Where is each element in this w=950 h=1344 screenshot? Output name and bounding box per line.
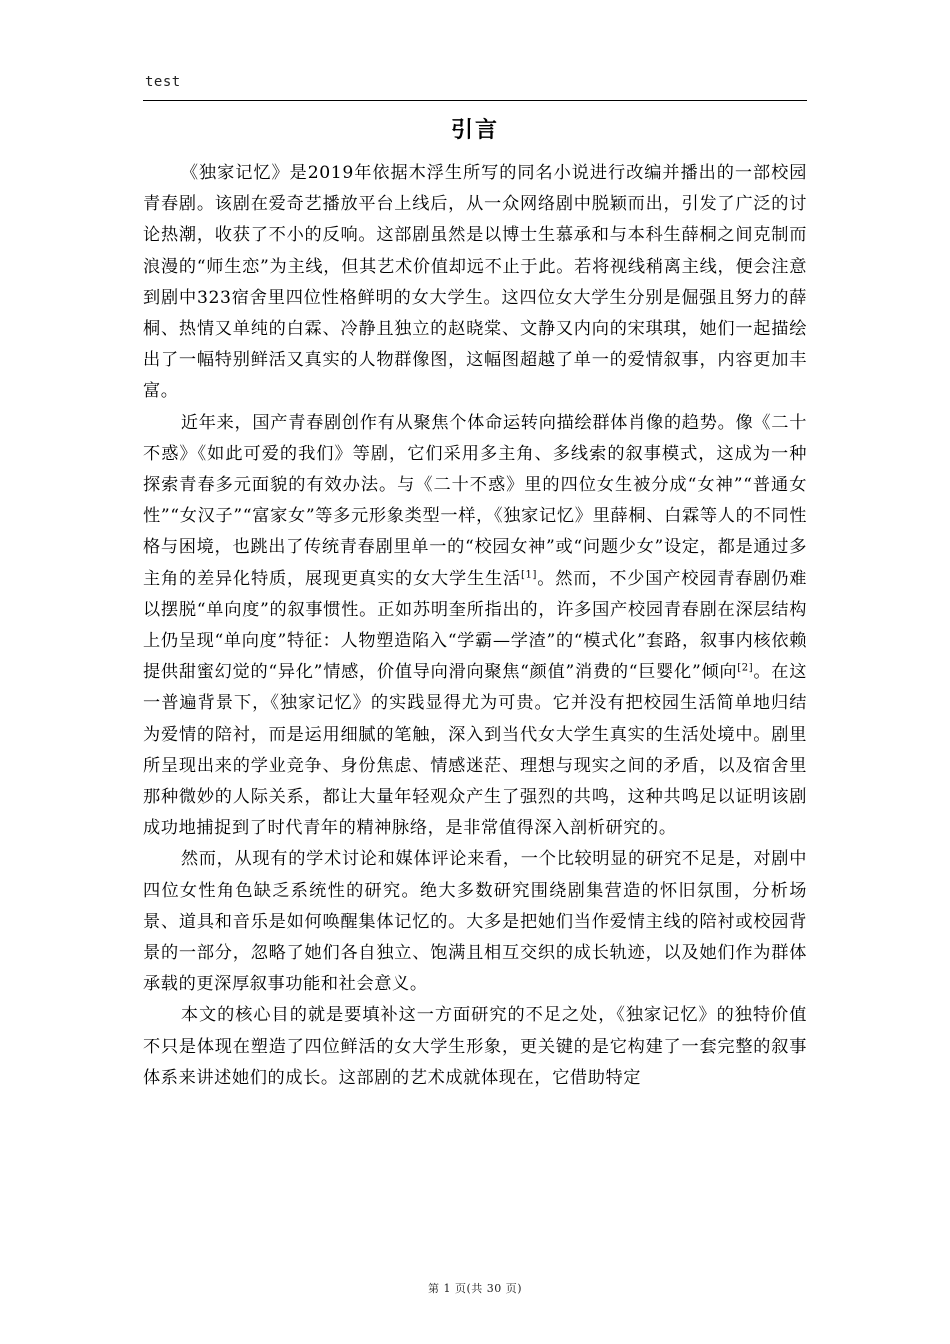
running-header: test — [145, 74, 181, 90]
header-rule — [143, 100, 807, 101]
paragraph-3: 然而，从现有的学术讨论和媒体评论来看，一个比较明显的研究不足是，对剧中四位女性角色缺乏系统性的研究。绝大多数研究围绕剧集营造的怀旧氛围，分析场景、道具和音乐是如何唤醒集体记忆的。大多是把她们当作爱情主线的陪衬或校园背景的一部分，忽略了她们各自独立、饱满且相互交织的成长轨迹，以及她们作为群体承载的更深厚叙事功能和社会意义。 — [143, 849, 807, 995]
paragraph-1: 《独家记忆》是2019年依据木浮生所写的同名小说进行改编并播出的一部校园青春剧。该剧在爱奇艺播放平台上线后，从一众网络剧中脱颖而出，引发了广泛的讨论热潮，收获了不小的反响。这部剧虽然是以博士生慕承和与本科生薛桐之间克制而浪漫的“师生恋”为主线，但其艺术价值却远不止于此。若将视线稍离主线，便会注意到剧中323宿舍里四位性格鲜明的女大学生。这四位女大学生分别是倔强且努力的薛桐、热情又单纯的白霖、冷静且独立的赵晓棠、文静又内向的宋琪琪，她们一起描绘出了一幅特别鲜活又真实的人物群像图，这幅图超越了单一的爱情叙事，内容更加丰富。 — [143, 163, 807, 402]
citation-1: [1] — [521, 568, 537, 580]
paragraph-2-part-2: 。然而，不少国产校园青春剧仍难以摆脱“单向度”的叙事惯性。正如苏明奎所指出的，许多国产校园青春剧在深层结构上仍呈现“单向度”特征：人物塑造陷入“学霸—学渣”的“模式化”套路，叙事内核依赖提供甜蜜幻觉的“异化”情感，价值导向滑向聚焦“颜值”消费的“巨婴化”倾向 — [143, 568, 807, 683]
page-footer: 第 1 页(共 30 页) — [427, 1282, 523, 1295]
citation-2: [2] — [737, 662, 754, 674]
section-title: 引言 — [450, 118, 499, 143]
paragraph-2 — [143, 408, 807, 845]
paragraph-2-part-1: 近年来，国产青春剧创作有从聚焦个体命运转向描绘群体肖像的趋势。像《二十不惑》《如此可爱的我们》等剧，它们采用多主角、多线索的叙事模式，这成为一种探索青春多元面貌的有效办法。与《二十不惑》里的四位女生被分成“女神”“普通女性”“女汉子”“富家女”等多元形象类型一样，《独家记忆》里薛桐、白霖等人的不同性格与困境，也跳出了传统青春剧里单一的“校园女神”或“问题少女”设定，都是通过多主角的差异化特质，展现更真实的女大学生生活 — [143, 412, 807, 589]
paragraph-4: 本文的核心目的就是要填补这一方面研究的不足之处，《独家记忆》的独特价值不只是体现在塑造了四位鲜活的女大学生形象，更关键的是它构建了一套完整的叙事体系来讲述她们的成长。这部剧的艺术成就体现在，它借助特定 — [143, 1005, 807, 1088]
paragraph-2-part-3: 。在这一普遍背景下，《独家记忆》的实践显得尤为可贵。它并没有把校园生活简单地归结为爱情的陪衬，而是运用细腻的笔触，深入到当代女大学生真实的生活处境中。剧里所呈现出来的学业竞争、身份焦虑、情感迷茫、理想与现实之间的矛盾，以及宿舍里那种微妙的人际关系，都让大量年轻观众产生了强烈的共鸣，这种共鸣足以证明该剧成功地捕捉到了时代青年的精神脉络，是非常值得深入剖析研究的。 — [143, 662, 807, 839]
body-text — [143, 158, 807, 1094]
